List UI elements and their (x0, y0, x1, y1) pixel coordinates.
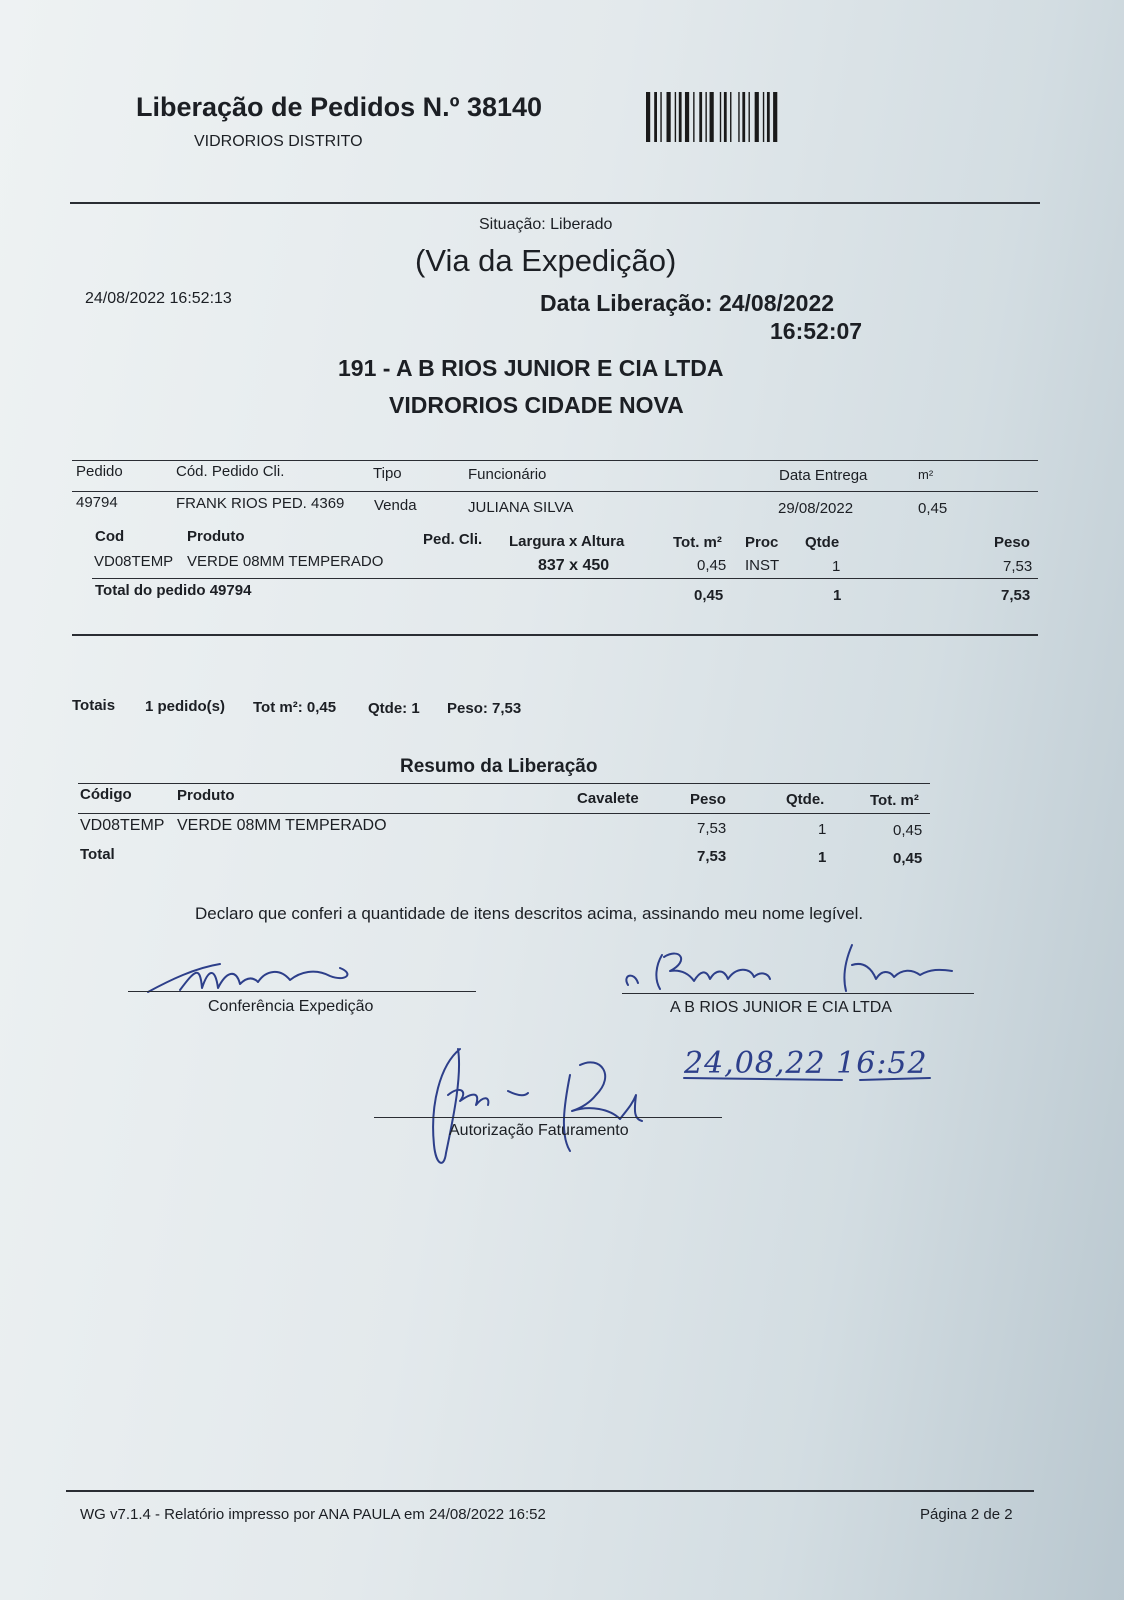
footer-page-number: Página 2 de 2 (920, 1506, 1013, 1523)
col-header-pedido: Pedido (76, 463, 123, 480)
order-pedido: 49794 (76, 494, 118, 511)
summary-header-rule (78, 813, 930, 814)
totals-peso: Peso: 7,53 (447, 700, 522, 717)
signature-line-right (622, 993, 974, 994)
order-data-entrega: 29/08/2022 (778, 500, 854, 517)
summary-row-produto: VERDE 08MM TEMPERADO (177, 817, 387, 834)
totals-m2: Tot m²: 0,45 (253, 699, 337, 716)
col-header-cod-cli: Cód. Pedido Cli. (176, 463, 285, 480)
order-total-m2: 0,45 (694, 587, 724, 604)
item-header-qtde: Qtde (805, 534, 840, 551)
barcode-icon (646, 92, 818, 142)
order-total-peso: 7,53 (1001, 587, 1031, 604)
item-total-rule (92, 578, 1038, 579)
signature-label-client: A B RIOS JUNIOR E CIA LTDA (670, 999, 892, 1016)
order-table-top-rule (72, 460, 1038, 461)
summary-header-tot-m2: Tot. m² (870, 792, 919, 809)
summary-header-peso: Peso (690, 791, 726, 808)
signature-autorizacao (420, 1035, 660, 1175)
release-time: 16:52:07 (770, 318, 863, 344)
order-header-rule (72, 491, 1038, 492)
order-m2: 0,45 (918, 500, 948, 517)
document-subtitle: VIDRORIOS DISTRITO (194, 133, 363, 150)
summary-header-produto: Produto (177, 787, 235, 804)
totals-pedidos: 1 pedido(s) (145, 698, 226, 715)
signature-label-conferencia: Conferência Expedição (208, 998, 374, 1015)
col-header-m2: m² (918, 467, 934, 482)
summary-header-cavalete: Cavalete (577, 790, 639, 807)
summary-row-qtde: 1 (818, 821, 827, 838)
summary-header-qtde: Qtde. (786, 791, 825, 808)
declaration-text: Declaro que conferi a quantidade de itens descritos acima, assinando meu nome legível. (195, 904, 864, 923)
item-qtde: 1 (832, 558, 841, 575)
item-header-produto: Produto (187, 528, 245, 545)
summary-row-peso: 7,53 (697, 820, 727, 837)
summary-row-tot-m2: 0,45 (893, 822, 923, 839)
item-largura-altura: 837 x 450 (538, 557, 610, 574)
summary-title: Resumo da Liberação (400, 756, 598, 777)
item-header-cod: Cod (95, 528, 125, 545)
order-total-label: Total do pedido 49794 (95, 582, 252, 599)
item-header-ped-cli: Ped. Cli. (423, 531, 483, 548)
col-header-funcionario: Funcionário (468, 466, 547, 483)
totals-qtde: Qtde: 1 (368, 700, 420, 717)
handwritten-date-underline (680, 1072, 940, 1086)
col-header-tipo: Tipo (373, 465, 402, 482)
item-tot-m2: 0,45 (697, 557, 727, 574)
item-proc: INST (745, 557, 780, 574)
item-cod: VD08TEMP (94, 553, 174, 570)
item-header-peso: Peso (994, 534, 1030, 551)
item-header-proc: Proc (745, 534, 779, 551)
footer-print-info: WG v7.1.4 - Relatório impresso por ANA PAULA em 24/08/2022 16:52 (80, 1506, 546, 1523)
order-funcionario: JULIANA SILVA (468, 499, 574, 516)
signature-conferencia (140, 950, 370, 1000)
item-peso: 7,53 (1003, 558, 1033, 575)
client-branch: VIDRORIOS CIDADE NOVA (389, 392, 684, 418)
summary-total-label: Total (80, 846, 115, 863)
release-date: Data Liberação: 24/08/2022 (540, 290, 835, 316)
client-name: 191 - A B RIOS JUNIOR E CIA LTDA (338, 355, 724, 381)
footer-rule (66, 1490, 1034, 1492)
order-total-qtde: 1 (833, 587, 842, 604)
copy-label: (Via da Expedição) (415, 243, 677, 278)
order-table-bottom-rule (72, 634, 1038, 636)
summary-total-tot-m2: 0,45 (893, 850, 923, 867)
summary-row-codigo: VD08TEMP (80, 817, 165, 834)
summary-top-rule (78, 783, 930, 784)
summary-total-qtde: 1 (818, 849, 827, 866)
col-header-data-entrega: Data Entrega (779, 467, 868, 484)
item-produto: VERDE 08MM TEMPERADO (187, 553, 384, 570)
signature-line-left (128, 991, 476, 992)
document-title: Liberação de Pedidos N.º 38140 (136, 92, 543, 122)
print-timestamp: 24/08/2022 16:52:13 (85, 290, 232, 307)
item-header-largura-altura: Largura x Altura (509, 533, 625, 550)
summary-header-codigo: Código (80, 786, 132, 803)
handwritten-date: 24,08,22 16:52 (684, 1046, 928, 1081)
order-cod-cli: FRANK RIOS PED. 4369 (176, 495, 345, 512)
summary-total-peso: 7,53 (697, 848, 727, 865)
signature-line-center (374, 1117, 722, 1118)
item-header-tot-m2: Tot. m² (673, 534, 722, 551)
header-divider (70, 202, 1040, 204)
status-label: Situação: Liberado (479, 216, 613, 233)
signature-label-autorizacao: Autorização Faturamento (449, 1122, 629, 1139)
totals-label: Totais (72, 697, 116, 714)
signature-client (620, 935, 980, 995)
order-tipo: Venda (374, 497, 417, 514)
